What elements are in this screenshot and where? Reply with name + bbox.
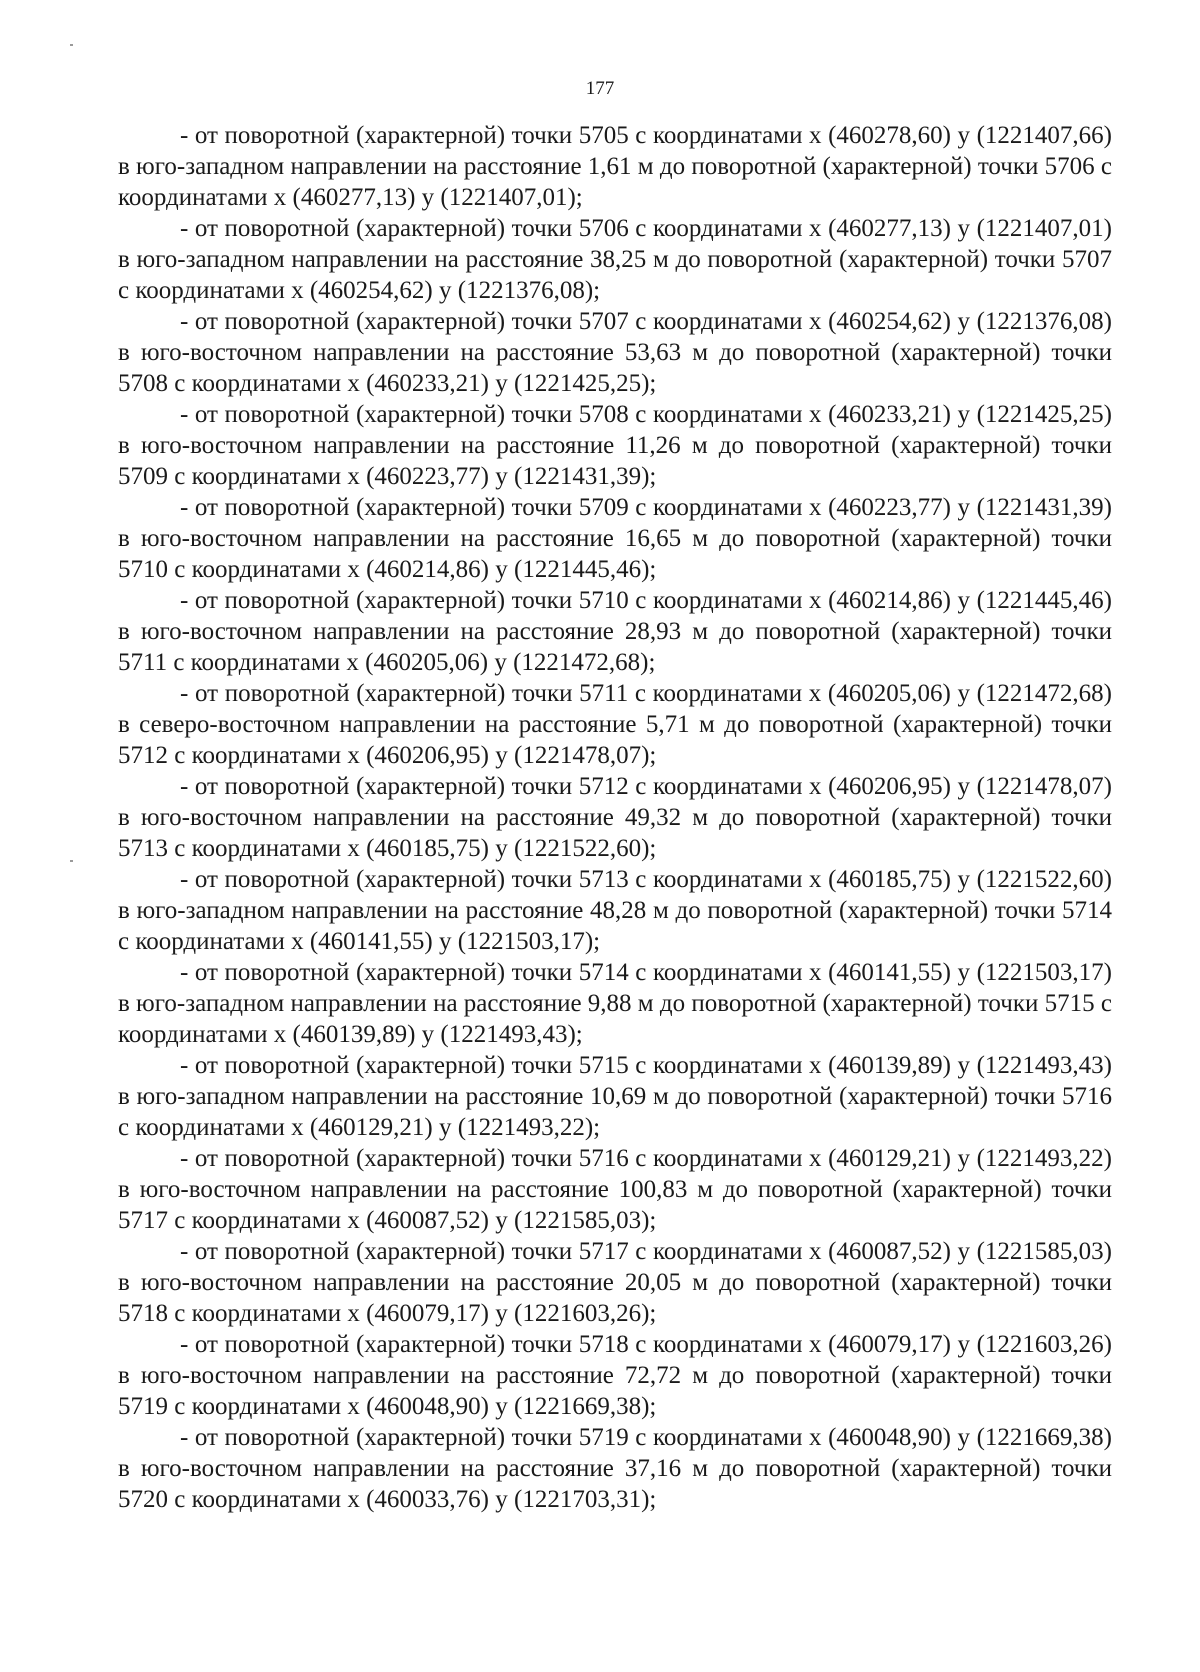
page-number: 177 (585, 78, 615, 99)
boundary-paragraph: - от поворотной (характерной) точки 5708 с координатами x (460233,21) y (1221425,25) в юго-восточном направлении на расстояние 11,26 м до поворотной (характерной) точки 5709 с координатами x (460223,77) y (1221431,39); (118, 401, 1112, 490)
boundary-paragraph: - от поворотной (характерной) точки 5718 с координатами x (460079,17) y (1221603,26) в юго-восточном направлении на расстояние 72,72 м до поворотной (характерной) точки 5719 с координатами x (460048,90) y (1221669,38); (118, 1331, 1112, 1420)
boundary-paragraph: - от поворотной (характерной) точки 5715 с координатами x (460139,89) y (1221493,43) в юго-западном направлении на расстояние 10,69 м до поворотной (характерной) точки 5716 с координатами x (460129,21) y (1221493,22); (118, 1052, 1112, 1141)
boundary-paragraph: - от поворотной (характерной) точки 5717 с координатами x (460087,52) y (1221585,03) в юго-восточном направлении на расстояние 20,05 м до поворотной (характерной) точки 5718 с координатами x (460079,17) y (1221603,26); (118, 1238, 1112, 1327)
boundary-paragraph: - от поворотной (характерной) точки 5705 с координатами x (460278,60) y (1221407,66) в юго-западном направлении на расстояние 1,61 м до поворотной (характерной) точки 5706 с координатами x (460277,13) y (1221407,01); (118, 122, 1112, 211)
boundary-paragraph: - от поворотной (характерной) точки 5712 с координатами x (460206,95) y (1221478,07) в юго-восточном направлении на расстояние 49,32 м до поворотной (характерной) точки 5713 с координатами x (460185,75) y (1221522,60); (118, 773, 1112, 862)
boundary-paragraph: - от поворотной (характерной) точки 5709 с координатами x (460223,77) y (1221431,39) в юго-восточном направлении на расстояние 16,65 м до поворотной (характерной) точки 5710 с координатами x (460214,86) y (1221445,46); (118, 494, 1112, 583)
boundary-paragraph: - от поворотной (характерной) точки 5710 с координатами x (460214,86) y (1221445,46) в юго-восточном направлении на расстояние 28,93 м до поворотной (характерной) точки 5711 с координатами x (460205,06) y (1221472,68); (118, 587, 1112, 676)
document-body (118, 120, 1112, 1515)
boundary-paragraph: - от поворотной (характерной) точки 5719 с координатами x (460048,90) y (1221669,38) в юго-восточном направлении на расстояние 37,16 м до поворотной (характерной) точки 5720 с координатами x (460033,76) y (1221703,31); (118, 1424, 1112, 1513)
boundary-paragraph: - от поворотной (характерной) точки 5711 с координатами x (460205,06) y (1221472,68) в северо-восточном направлении на расстояние 5,71 м до поворотной (характерной) точки 5712 с координатами x (460206,95) y (1221478,07); (118, 680, 1112, 769)
boundary-paragraph: - от поворотной (характерной) точки 5707 с координатами x (460254,62) y (1221376,08) в юго-восточном направлении на расстояние 53,63 м до поворотной (характерной) точки 5708 с координатами x (460233,21) y (1221425,25); (118, 308, 1112, 397)
boundary-paragraph: - от поворотной (характерной) точки 5713 с координатами x (460185,75) y (1221522,60) в юго-западном направлении на расстояние 48,28 м до поворотной (характерной) точки 5714 с координатами x (460141,55) y (1221503,17); (118, 866, 1112, 955)
scan-speck (70, 860, 73, 862)
boundary-paragraph: - от поворотной (характерной) точки 5716 с координатами x (460129,21) y (1221493,22) в юго-восточном направлении на расстояние 100,83 м до поворотной (характерной) точки 5717 с координатами x (460087,52) y (1221585,03); (118, 1145, 1112, 1234)
boundary-paragraph: - от поворотной (характерной) точки 5714 с координатами x (460141,55) y (1221503,17) в юго-западном направлении на расстояние 9,88 м до поворотной (характерной) точки 5715 с координатами x (460139,89) y (1221493,43); (118, 959, 1112, 1048)
boundary-paragraph: - от поворотной (характерной) точки 5706 с координатами x (460277,13) y (1221407,01) в юго-западном направлении на расстояние 38,25 м до поворотной (характерной) точки 5707 с координатами x (460254,62) y (1221376,08); (118, 215, 1112, 304)
scan-speck (70, 44, 73, 46)
